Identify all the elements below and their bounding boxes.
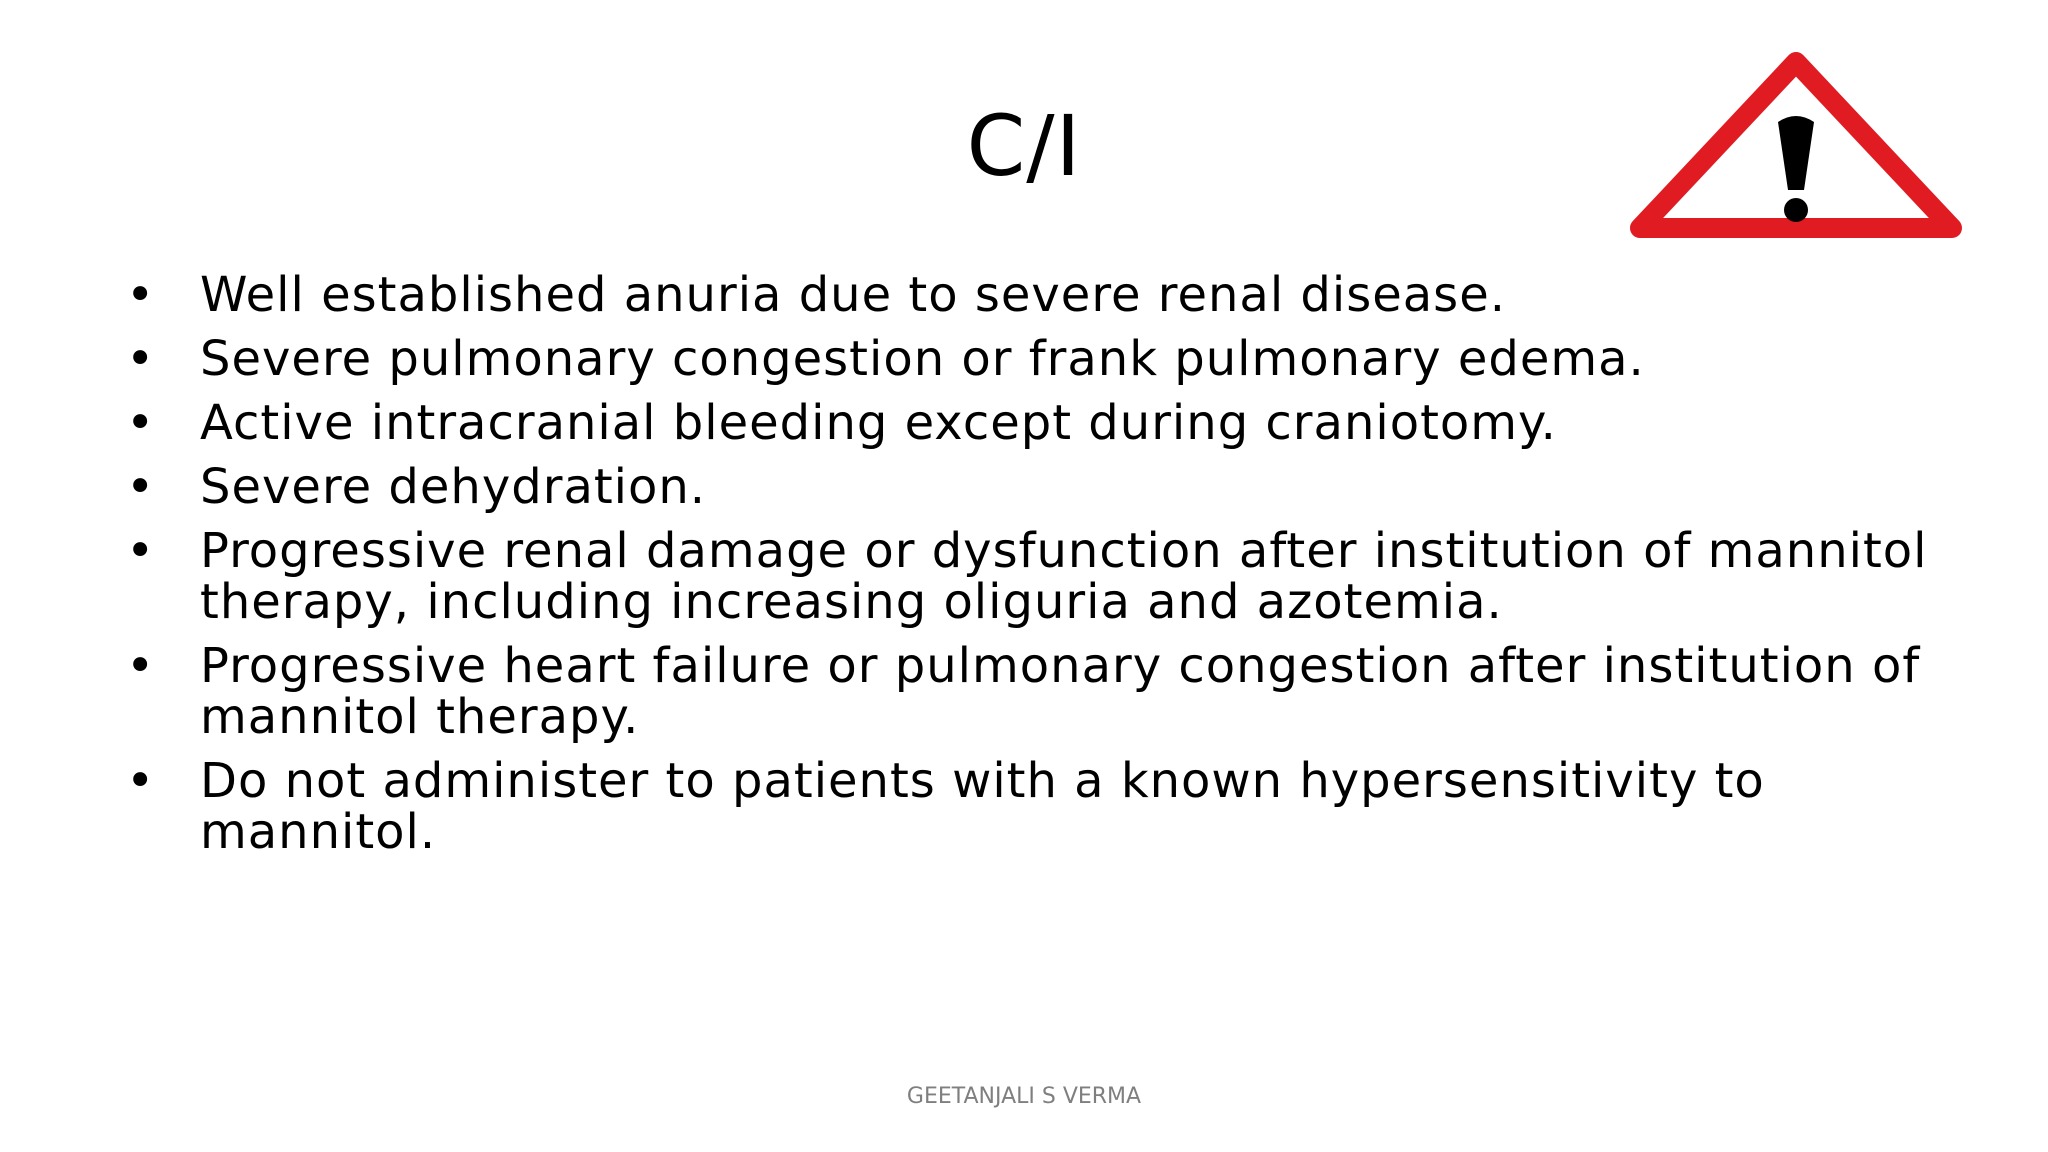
exclamation-dot xyxy=(1784,198,1808,222)
list-item-text: Active intracranial bleeding except during craniotomy. xyxy=(200,395,1557,451)
list-item-text: Well established anuria due to severe renal disease. xyxy=(200,267,1506,323)
bullet-marker: • xyxy=(126,523,156,579)
bullet-marker: • xyxy=(126,753,156,809)
list-item-text: Do not administer to patients with a known hypersensitivity to mannitol. xyxy=(200,753,1765,860)
list-item xyxy=(120,331,2000,387)
list-item xyxy=(120,395,2000,451)
bullet-marker: • xyxy=(126,267,156,323)
bullet-list xyxy=(120,267,2000,871)
bullet-marker: • xyxy=(126,395,156,451)
list-item-text: Progressive heart failure or pulmonary congestion after institution of mannitol therapy. xyxy=(200,638,1921,745)
bullet-marker: • xyxy=(126,638,156,694)
slide-footer: GEETANJALI S VERMA xyxy=(906,1084,1142,1109)
warning-triangle-icon xyxy=(1628,50,1964,246)
list-item xyxy=(120,753,2000,860)
bullet-marker: • xyxy=(126,331,156,387)
list-item xyxy=(120,459,2000,515)
list-item xyxy=(120,638,2000,745)
list-item-text: Severe pulmonary congestion or frank pulmonary edema. xyxy=(200,331,1645,387)
list-item xyxy=(120,523,2000,630)
list-item-text: Severe dehydration. xyxy=(200,459,707,515)
list-item-text: Progressive renal damage or dysfunction after institution of mannitol therapy, including increasing oliguria and azotemia. xyxy=(200,523,1928,630)
bullet-marker: • xyxy=(126,459,156,515)
list-item xyxy=(120,267,2000,323)
slide-title: C/I xyxy=(966,97,1082,195)
